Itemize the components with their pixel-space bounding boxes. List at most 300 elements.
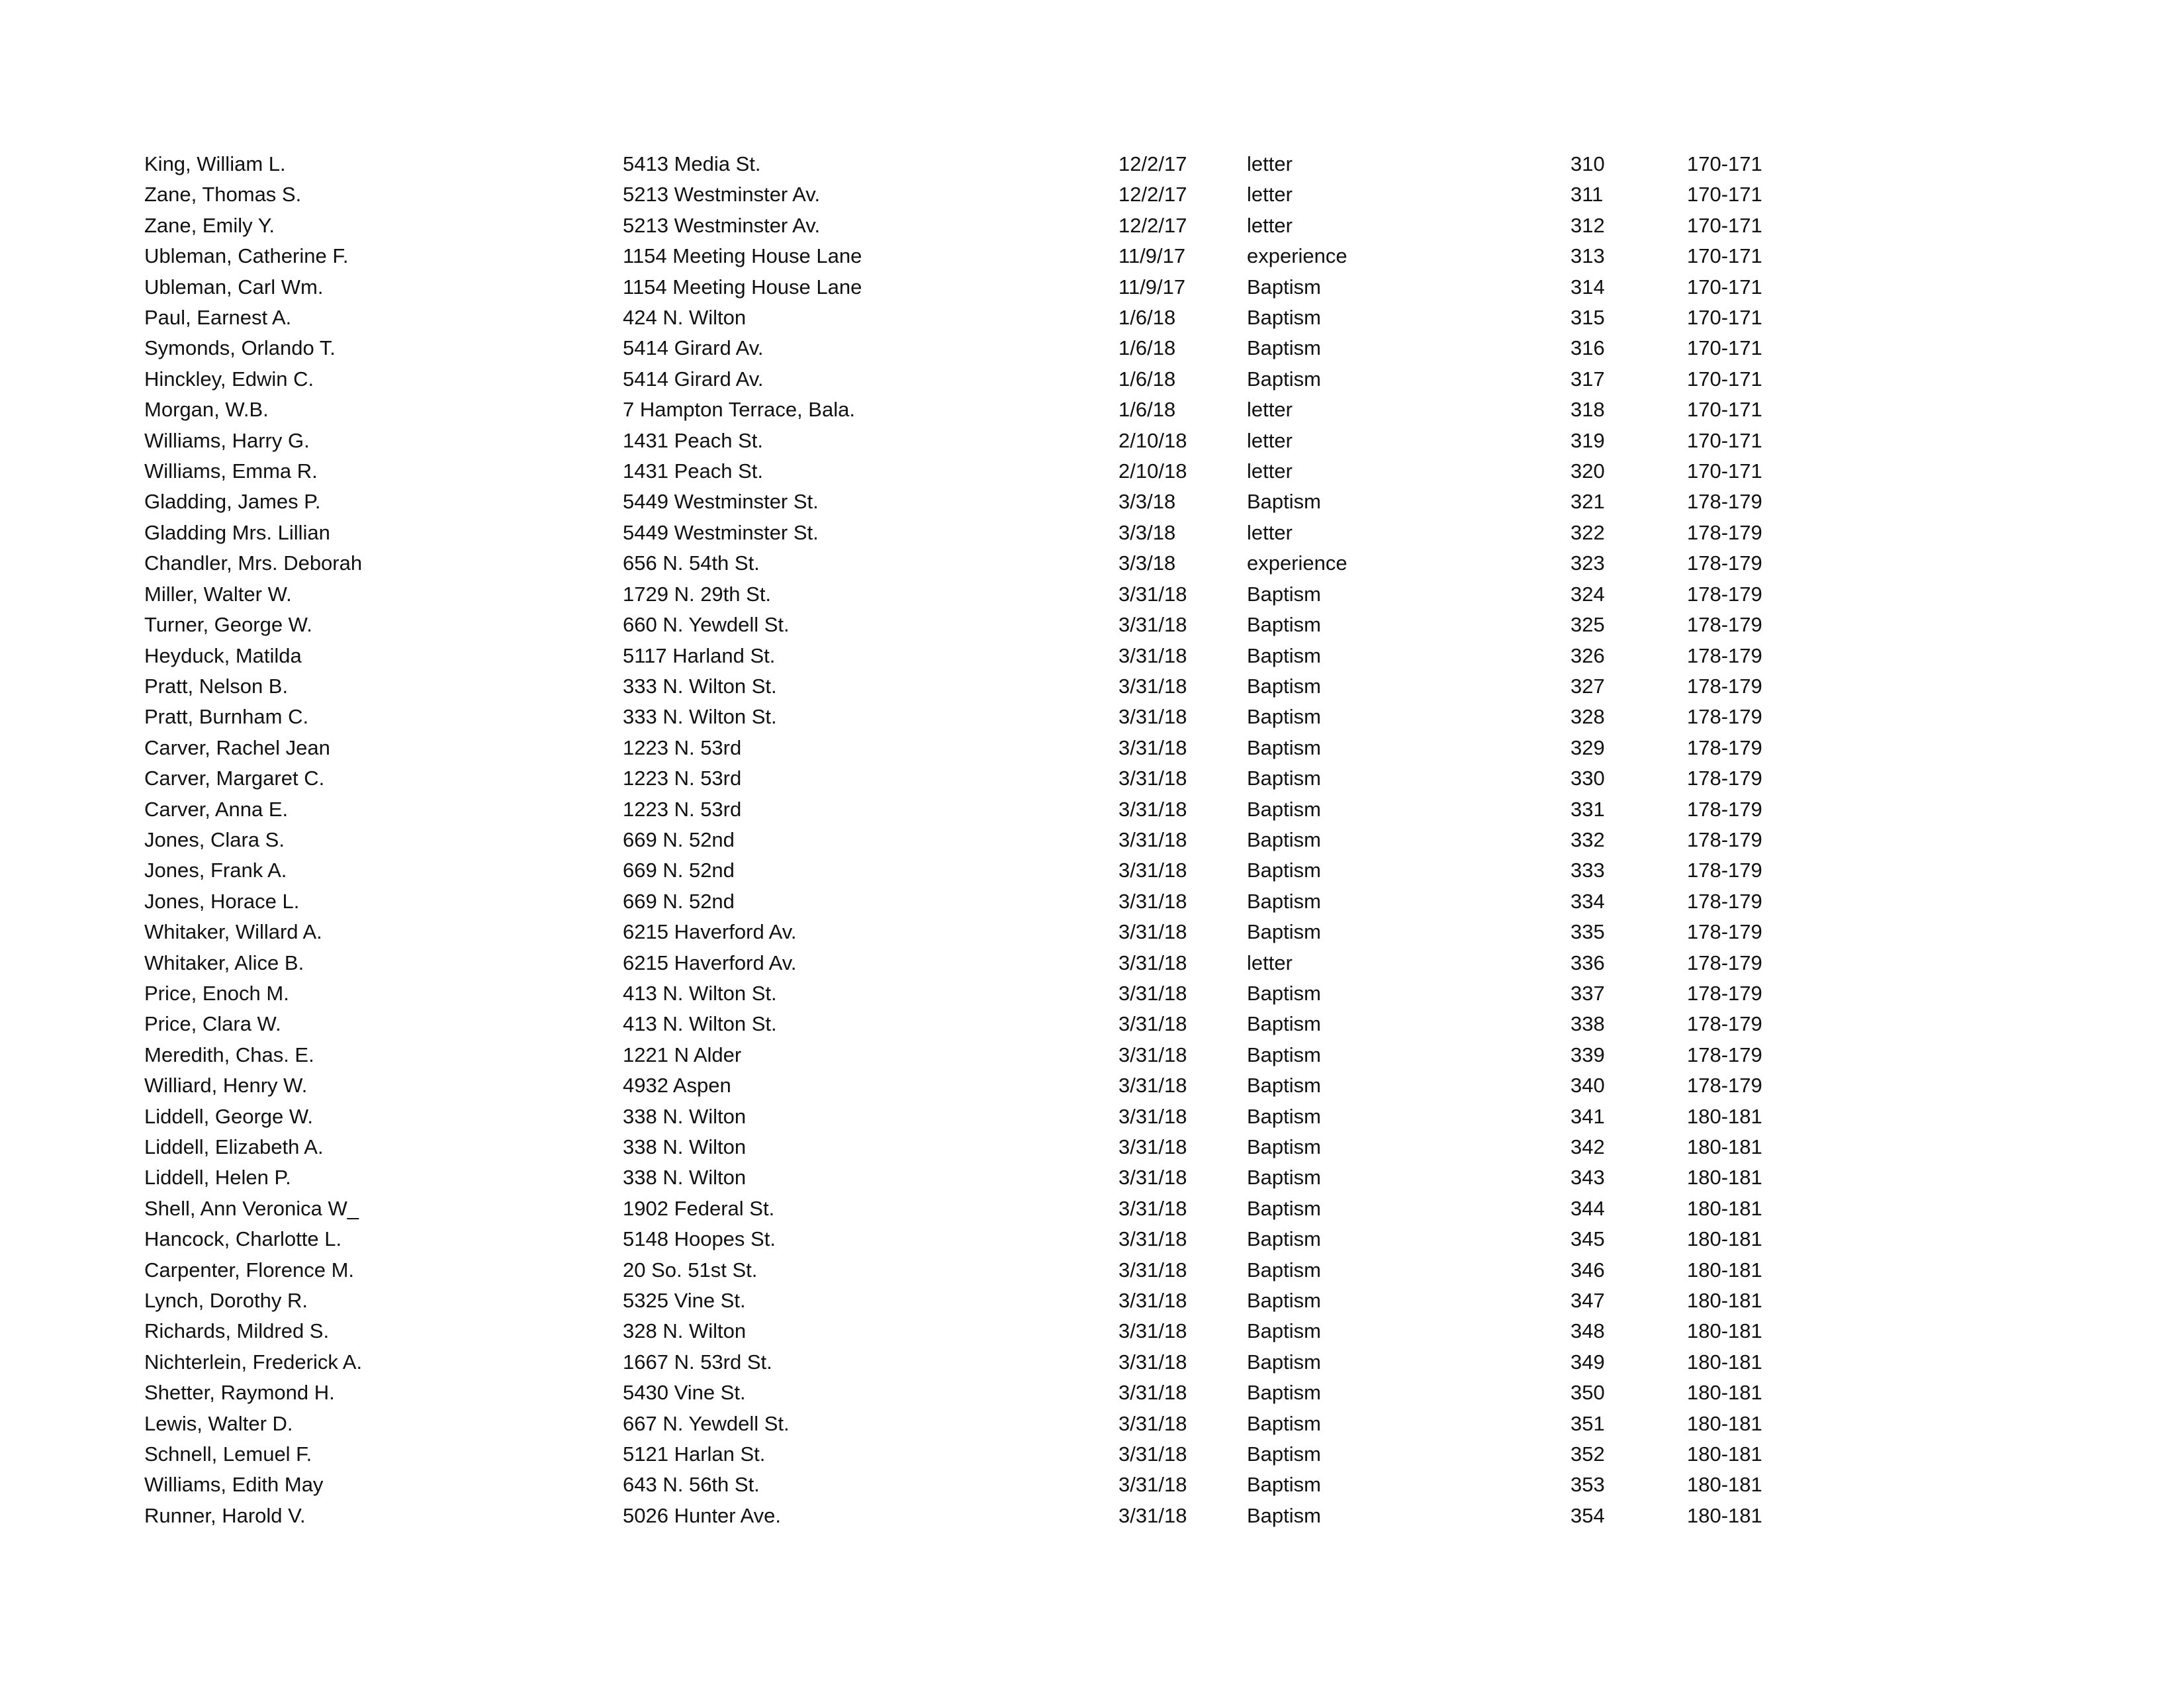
received-date: 3/31/18 [1118, 1074, 1187, 1098]
admission-type: letter [1247, 951, 1293, 974]
member-name: Carver, Rachel Jean [144, 735, 330, 759]
table-row [144, 487, 1839, 517]
page-reference: 180-181 [1687, 1319, 1762, 1343]
admission-type: Baptism [1247, 490, 1321, 514]
member-name: Price, Enoch M. [144, 981, 289, 1005]
member-address: 5026 Hunter Ave. [623, 1503, 781, 1527]
received-date: 12/2/17 [1118, 213, 1187, 237]
page-reference: 180-181 [1687, 1411, 1762, 1435]
record-number: 312 [1570, 213, 1605, 237]
page-reference: 178-179 [1687, 859, 1762, 882]
member-address: 656 N. 54th St. [623, 551, 760, 575]
table-row [144, 1409, 1839, 1439]
table-row [144, 1162, 1839, 1193]
page-reference: 180-181 [1687, 1104, 1762, 1128]
received-date: 3/3/18 [1118, 551, 1176, 575]
member-name: Jones, Frank A. [144, 859, 287, 882]
record-number: 320 [1570, 459, 1605, 483]
table-row [144, 1439, 1839, 1470]
member-address: 7 Hampton Terrace, Bala. [623, 398, 855, 422]
admission-type: Baptism [1247, 1227, 1321, 1251]
member-address: 1729 N. 29th St. [623, 582, 772, 606]
page-reference: 178-179 [1687, 951, 1762, 974]
member-address: 5430 Vine St. [623, 1381, 746, 1405]
table-row [144, 702, 1839, 732]
received-date: 1/6/18 [1118, 336, 1176, 360]
record-number: 326 [1570, 643, 1605, 667]
member-name: Jones, Horace L. [144, 889, 300, 913]
table-row [144, 1224, 1839, 1254]
member-address: 1431 Peach St. [623, 428, 763, 452]
table-row [144, 579, 1839, 610]
member-name: Ubleman, Carl Wm. [144, 275, 324, 299]
table-row [144, 395, 1839, 425]
table-row [144, 1009, 1839, 1039]
admission-type: Baptism [1247, 1411, 1321, 1435]
received-date: 3/31/18 [1118, 1258, 1187, 1282]
member-name: Nichterlein, Frederick A. [144, 1350, 363, 1374]
admission-type: Baptism [1247, 1503, 1321, 1527]
admission-type: Baptism [1247, 306, 1321, 330]
record-number: 348 [1570, 1319, 1605, 1343]
record-number: 315 [1570, 306, 1605, 330]
record-number: 342 [1570, 1135, 1605, 1158]
page-reference: 178-179 [1687, 520, 1762, 544]
page-reference: 178-179 [1687, 797, 1762, 821]
member-address: 1223 N. 53rd [623, 767, 742, 790]
table-row [144, 794, 1839, 825]
page-reference: 178-179 [1687, 613, 1762, 637]
admission-type: experience [1247, 244, 1347, 268]
record-number: 334 [1570, 889, 1605, 913]
admission-type: Baptism [1247, 1473, 1321, 1497]
member-name: King, William L. [144, 152, 286, 175]
record-number: 329 [1570, 735, 1605, 759]
table-row [144, 1316, 1839, 1346]
record-number: 325 [1570, 613, 1605, 637]
member-address: 1431 Peach St. [623, 459, 763, 483]
member-name: Chandler, Mrs. Deborah [144, 551, 363, 575]
member-address: 643 N. 56th St. [623, 1473, 760, 1497]
table-row [144, 548, 1839, 579]
admission-type: Baptism [1247, 1258, 1321, 1282]
member-address: 424 N. Wilton [623, 306, 747, 330]
admission-type: Baptism [1247, 1442, 1321, 1466]
member-address: 660 N. Yewdell St. [623, 613, 790, 637]
member-name: Gladding, James P. [144, 490, 321, 514]
member-name: Morgan, W.B. [144, 398, 269, 422]
page-reference: 178-179 [1687, 643, 1762, 667]
admission-type: Baptism [1247, 705, 1321, 729]
member-name: Liddell, George W. [144, 1104, 314, 1128]
record-number: 351 [1570, 1411, 1605, 1435]
admission-type: Baptism [1247, 336, 1321, 360]
page-reference: 180-181 [1687, 1473, 1762, 1497]
received-date: 3/31/18 [1118, 1104, 1187, 1128]
table-row [144, 917, 1839, 947]
page-reference: 178-179 [1687, 705, 1762, 729]
admission-type: Baptism [1247, 981, 1321, 1005]
member-address: 5117 Harland St. [623, 643, 776, 667]
page-reference: 180-181 [1687, 1503, 1762, 1527]
member-name: Carpenter, Florence M. [144, 1258, 355, 1282]
received-date: 3/31/18 [1118, 1043, 1187, 1066]
table-row [144, 1102, 1839, 1132]
page-reference: 170-171 [1687, 275, 1762, 299]
received-date: 11/9/17 [1118, 275, 1186, 299]
page-reference: 180-181 [1687, 1381, 1762, 1405]
record-number: 352 [1570, 1442, 1605, 1466]
table-row [144, 1040, 1839, 1070]
admission-type: experience [1247, 551, 1347, 575]
member-name: Carver, Anna E. [144, 797, 289, 821]
admission-type: letter [1247, 213, 1293, 237]
record-number: 343 [1570, 1166, 1605, 1190]
member-address: 4932 Aspen [623, 1074, 731, 1098]
member-name: Zane, Emily Y. [144, 213, 275, 237]
member-address: 6215 Haverford Av. [623, 920, 797, 944]
member-address: 328 N. Wilton [623, 1319, 747, 1343]
member-name: Gladding Mrs. Lillian [144, 520, 330, 544]
received-date: 3/31/18 [1118, 1473, 1187, 1497]
member-address: 6215 Haverford Av. [623, 951, 797, 974]
member-name: Price, Clara W. [144, 1012, 281, 1036]
admission-type: Baptism [1247, 1381, 1321, 1405]
admission-type: Baptism [1247, 889, 1321, 913]
admission-type: letter [1247, 428, 1293, 452]
member-address: 669 N. 52nd [623, 827, 735, 851]
member-address: 338 N. Wilton [623, 1104, 747, 1128]
received-date: 3/31/18 [1118, 1319, 1187, 1343]
member-name: Jones, Clara S. [144, 827, 285, 851]
member-address: 333 N. Wilton St. [623, 705, 777, 729]
admission-type: Baptism [1247, 1104, 1321, 1128]
table-row [144, 855, 1839, 886]
member-name: Williams, Harry G. [144, 428, 310, 452]
received-date: 3/31/18 [1118, 735, 1187, 759]
received-date: 11/9/17 [1118, 244, 1186, 268]
table-row [144, 948, 1839, 978]
received-date: 3/31/18 [1118, 643, 1187, 667]
received-date: 3/31/18 [1118, 859, 1187, 882]
record-number: 349 [1570, 1350, 1605, 1374]
received-date: 1/6/18 [1118, 367, 1176, 391]
record-number: 353 [1570, 1473, 1605, 1497]
received-date: 3/31/18 [1118, 1442, 1187, 1466]
table-row [144, 1132, 1839, 1162]
table-row [144, 733, 1839, 763]
member-address: 413 N. Wilton St. [623, 981, 777, 1005]
page-reference: 180-181 [1687, 1227, 1762, 1251]
member-address: 5148 Hoopes St. [623, 1227, 776, 1251]
table-row [144, 333, 1839, 363]
admission-type: letter [1247, 152, 1293, 175]
page-reference: 178-179 [1687, 490, 1762, 514]
member-address: 5413 Media St. [623, 152, 761, 175]
table-row [144, 978, 1839, 1009]
record-number: 346 [1570, 1258, 1605, 1282]
table-row [144, 1070, 1839, 1101]
table-row [144, 886, 1839, 917]
received-date: 3/31/18 [1118, 1166, 1187, 1190]
member-name: Miller, Walter W. [144, 582, 292, 606]
member-name: Ubleman, Catherine F. [144, 244, 349, 268]
received-date: 3/31/18 [1118, 889, 1187, 913]
record-number: 339 [1570, 1043, 1605, 1066]
member-address: 669 N. 52nd [623, 889, 735, 913]
table-row [144, 1378, 1839, 1408]
received-date: 3/31/18 [1118, 1135, 1187, 1158]
page-reference: 178-179 [1687, 674, 1762, 698]
record-number: 310 [1570, 152, 1605, 175]
record-number: 332 [1570, 827, 1605, 851]
record-number: 350 [1570, 1381, 1605, 1405]
member-name: Pratt, Nelson B. [144, 674, 289, 698]
member-address: 1902 Federal St. [623, 1196, 775, 1220]
page-reference: 170-171 [1687, 152, 1762, 175]
member-address: 5414 Girard Av. [623, 336, 764, 360]
member-address: 5213 Westminster Av. [623, 213, 821, 237]
member-address: 413 N. Wilton St. [623, 1012, 777, 1036]
member-address: 5213 Westminster Av. [623, 183, 821, 207]
admission-type: Baptism [1247, 1074, 1321, 1098]
member-name: Liddell, Helen P. [144, 1166, 291, 1190]
table-row [144, 211, 1839, 241]
page-reference: 180-181 [1687, 1442, 1762, 1466]
record-number: 316 [1570, 336, 1605, 360]
member-address: 338 N. Wilton [623, 1166, 747, 1190]
member-name: Hancock, Charlotte L. [144, 1227, 342, 1251]
record-number: 323 [1570, 551, 1605, 575]
table-row [144, 1286, 1839, 1316]
received-date: 3/31/18 [1118, 1227, 1187, 1251]
table-row [144, 1347, 1839, 1378]
table-row [144, 518, 1839, 548]
page-reference: 178-179 [1687, 767, 1762, 790]
admission-type: Baptism [1247, 859, 1321, 882]
admission-type: letter [1247, 183, 1293, 207]
admission-type: Baptism [1247, 1012, 1321, 1036]
record-number: 330 [1570, 767, 1605, 790]
received-date: 3/31/18 [1118, 705, 1187, 729]
received-date: 3/31/18 [1118, 951, 1187, 974]
record-number: 318 [1570, 398, 1605, 422]
table-row [144, 671, 1839, 702]
page-reference: 178-179 [1687, 827, 1762, 851]
record-number: 314 [1570, 275, 1605, 299]
page-reference: 178-179 [1687, 889, 1762, 913]
page-reference: 170-171 [1687, 459, 1762, 483]
admission-type: letter [1247, 398, 1293, 422]
page-reference: 170-171 [1687, 367, 1762, 391]
member-address: 1223 N. 53rd [623, 735, 742, 759]
table-row [144, 610, 1839, 640]
member-address: 338 N. Wilton [623, 1135, 747, 1158]
member-address: 669 N. 52nd [623, 859, 735, 882]
received-date: 2/10/18 [1118, 428, 1187, 452]
received-date: 3/31/18 [1118, 767, 1187, 790]
table-row [144, 1501, 1839, 1531]
member-name: Symonds, Orlando T. [144, 336, 336, 360]
received-date: 3/31/18 [1118, 1196, 1187, 1220]
admission-type: Baptism [1247, 275, 1321, 299]
member-name: Shell, Ann Veronica W_ [144, 1196, 359, 1220]
member-address: 5449 Westminster St. [623, 490, 819, 514]
admission-type: Baptism [1247, 613, 1321, 637]
table-row [144, 456, 1839, 487]
member-name: Meredith, Chas. E. [144, 1043, 314, 1066]
member-name: Liddell, Elizabeth A. [144, 1135, 324, 1158]
page-reference: 180-181 [1687, 1258, 1762, 1282]
member-name: Schnell, Lemuel F. [144, 1442, 312, 1466]
member-name: Lynch, Dorothy R. [144, 1289, 308, 1313]
member-name: Turner, George W. [144, 613, 312, 637]
received-date: 3/31/18 [1118, 582, 1187, 606]
record-number: 336 [1570, 951, 1605, 974]
received-date: 3/31/18 [1118, 1350, 1187, 1374]
record-number: 324 [1570, 582, 1605, 606]
table-row [144, 179, 1839, 210]
record-number: 354 [1570, 1503, 1605, 1527]
received-date: 1/6/18 [1118, 306, 1176, 330]
received-date: 12/2/17 [1118, 183, 1187, 207]
admission-type: Baptism [1247, 367, 1321, 391]
admission-type: Baptism [1247, 643, 1321, 667]
member-address: 1223 N. 53rd [623, 797, 742, 821]
received-date: 3/31/18 [1118, 674, 1187, 698]
record-number: 335 [1570, 920, 1605, 944]
received-date: 3/31/18 [1118, 1012, 1187, 1036]
member-name: Williams, Edith May [144, 1473, 324, 1497]
admission-type: Baptism [1247, 1350, 1321, 1374]
page-reference: 178-179 [1687, 920, 1762, 944]
page-reference: 170-171 [1687, 336, 1762, 360]
member-name: Richards, Mildred S. [144, 1319, 330, 1343]
record-number: 341 [1570, 1104, 1605, 1128]
member-address: 5325 Vine St. [623, 1289, 746, 1313]
record-number: 313 [1570, 244, 1605, 268]
record-number: 345 [1570, 1227, 1605, 1251]
received-date: 3/31/18 [1118, 827, 1187, 851]
member-name: Shetter, Raymond H. [144, 1381, 335, 1405]
member-name: Whitaker, Willard A. [144, 920, 322, 944]
page-reference: 180-181 [1687, 1350, 1762, 1374]
received-date: 3/31/18 [1118, 1289, 1187, 1313]
admission-type: Baptism [1247, 1043, 1321, 1066]
received-date: 3/3/18 [1118, 490, 1176, 514]
page-reference: 170-171 [1687, 428, 1762, 452]
received-date: 3/31/18 [1118, 1503, 1187, 1527]
page-reference: 170-171 [1687, 244, 1762, 268]
page-reference: 180-181 [1687, 1166, 1762, 1190]
member-name: Paul, Earnest A. [144, 306, 292, 330]
admission-type: Baptism [1247, 827, 1321, 851]
member-address: 1154 Meeting House Lane [623, 275, 862, 299]
page-reference: 170-171 [1687, 306, 1762, 330]
table-row [144, 825, 1839, 855]
membership-records-table [144, 149, 1839, 1531]
admission-type: Baptism [1247, 674, 1321, 698]
record-number: 328 [1570, 705, 1605, 729]
record-number: 311 [1570, 183, 1604, 207]
admission-type: Baptism [1247, 797, 1321, 821]
received-date: 3/31/18 [1118, 1381, 1187, 1405]
table-row [144, 364, 1839, 395]
table-row [144, 303, 1839, 333]
member-name: Runner, Harold V. [144, 1503, 306, 1527]
page-reference: 170-171 [1687, 183, 1762, 207]
admission-type: letter [1247, 520, 1293, 544]
page-reference: 178-179 [1687, 582, 1762, 606]
received-date: 3/31/18 [1118, 981, 1187, 1005]
record-number: 344 [1570, 1196, 1605, 1220]
record-number: 327 [1570, 674, 1605, 698]
page-reference: 180-181 [1687, 1196, 1762, 1220]
member-address: 5449 Westminster St. [623, 520, 819, 544]
received-date: 1/6/18 [1118, 398, 1176, 422]
table-row [144, 149, 1839, 179]
member-address: 5414 Girard Av. [623, 367, 764, 391]
member-name: Williams, Emma R. [144, 459, 318, 483]
record-number: 333 [1570, 859, 1605, 882]
record-number: 317 [1570, 367, 1605, 391]
record-number: 338 [1570, 1012, 1605, 1036]
record-number: 331 [1570, 797, 1605, 821]
member-name: Carver, Margaret C. [144, 767, 325, 790]
member-name: Whitaker, Alice B. [144, 951, 304, 974]
member-address: 333 N. Wilton St. [623, 674, 777, 698]
member-name: Williard, Henry W. [144, 1074, 308, 1098]
admission-type: Baptism [1247, 1196, 1321, 1220]
table-row [144, 241, 1839, 271]
page-reference: 178-179 [1687, 551, 1762, 575]
admission-type: Baptism [1247, 735, 1321, 759]
member-name: Pratt, Burnham C. [144, 705, 309, 729]
member-name: Heyduck, Matilda [144, 643, 302, 667]
page-reference: 178-179 [1687, 735, 1762, 759]
record-number: 319 [1570, 428, 1605, 452]
table-row [144, 426, 1839, 456]
page-reference: 178-179 [1687, 1074, 1762, 1098]
admission-type: Baptism [1247, 582, 1321, 606]
admission-type: Baptism [1247, 767, 1321, 790]
received-date: 3/31/18 [1118, 1411, 1187, 1435]
admission-type: Baptism [1247, 1166, 1321, 1190]
received-date: 12/2/17 [1118, 152, 1187, 175]
received-date: 3/31/18 [1118, 797, 1187, 821]
admission-type: Baptism [1247, 1319, 1321, 1343]
table-row [144, 1194, 1839, 1224]
page-reference: 180-181 [1687, 1289, 1762, 1313]
record-number: 321 [1570, 490, 1605, 514]
record-number: 322 [1570, 520, 1605, 544]
page-reference: 178-179 [1687, 1043, 1762, 1066]
admission-type: Baptism [1247, 1135, 1321, 1158]
table-row [144, 1255, 1839, 1286]
received-date: 2/10/18 [1118, 459, 1187, 483]
table-row [144, 1470, 1839, 1500]
member-name: Hinckley, Edwin C. [144, 367, 314, 391]
table-row [144, 763, 1839, 794]
received-date: 3/3/18 [1118, 520, 1176, 544]
member-address: 1221 N Alder [623, 1043, 742, 1066]
page-reference: 180-181 [1687, 1135, 1762, 1158]
member-address: 1667 N. 53rd St. [623, 1350, 772, 1374]
admission-type: letter [1247, 459, 1293, 483]
received-date: 3/31/18 [1118, 613, 1187, 637]
table-row [144, 272, 1839, 303]
record-number: 337 [1570, 981, 1605, 1005]
